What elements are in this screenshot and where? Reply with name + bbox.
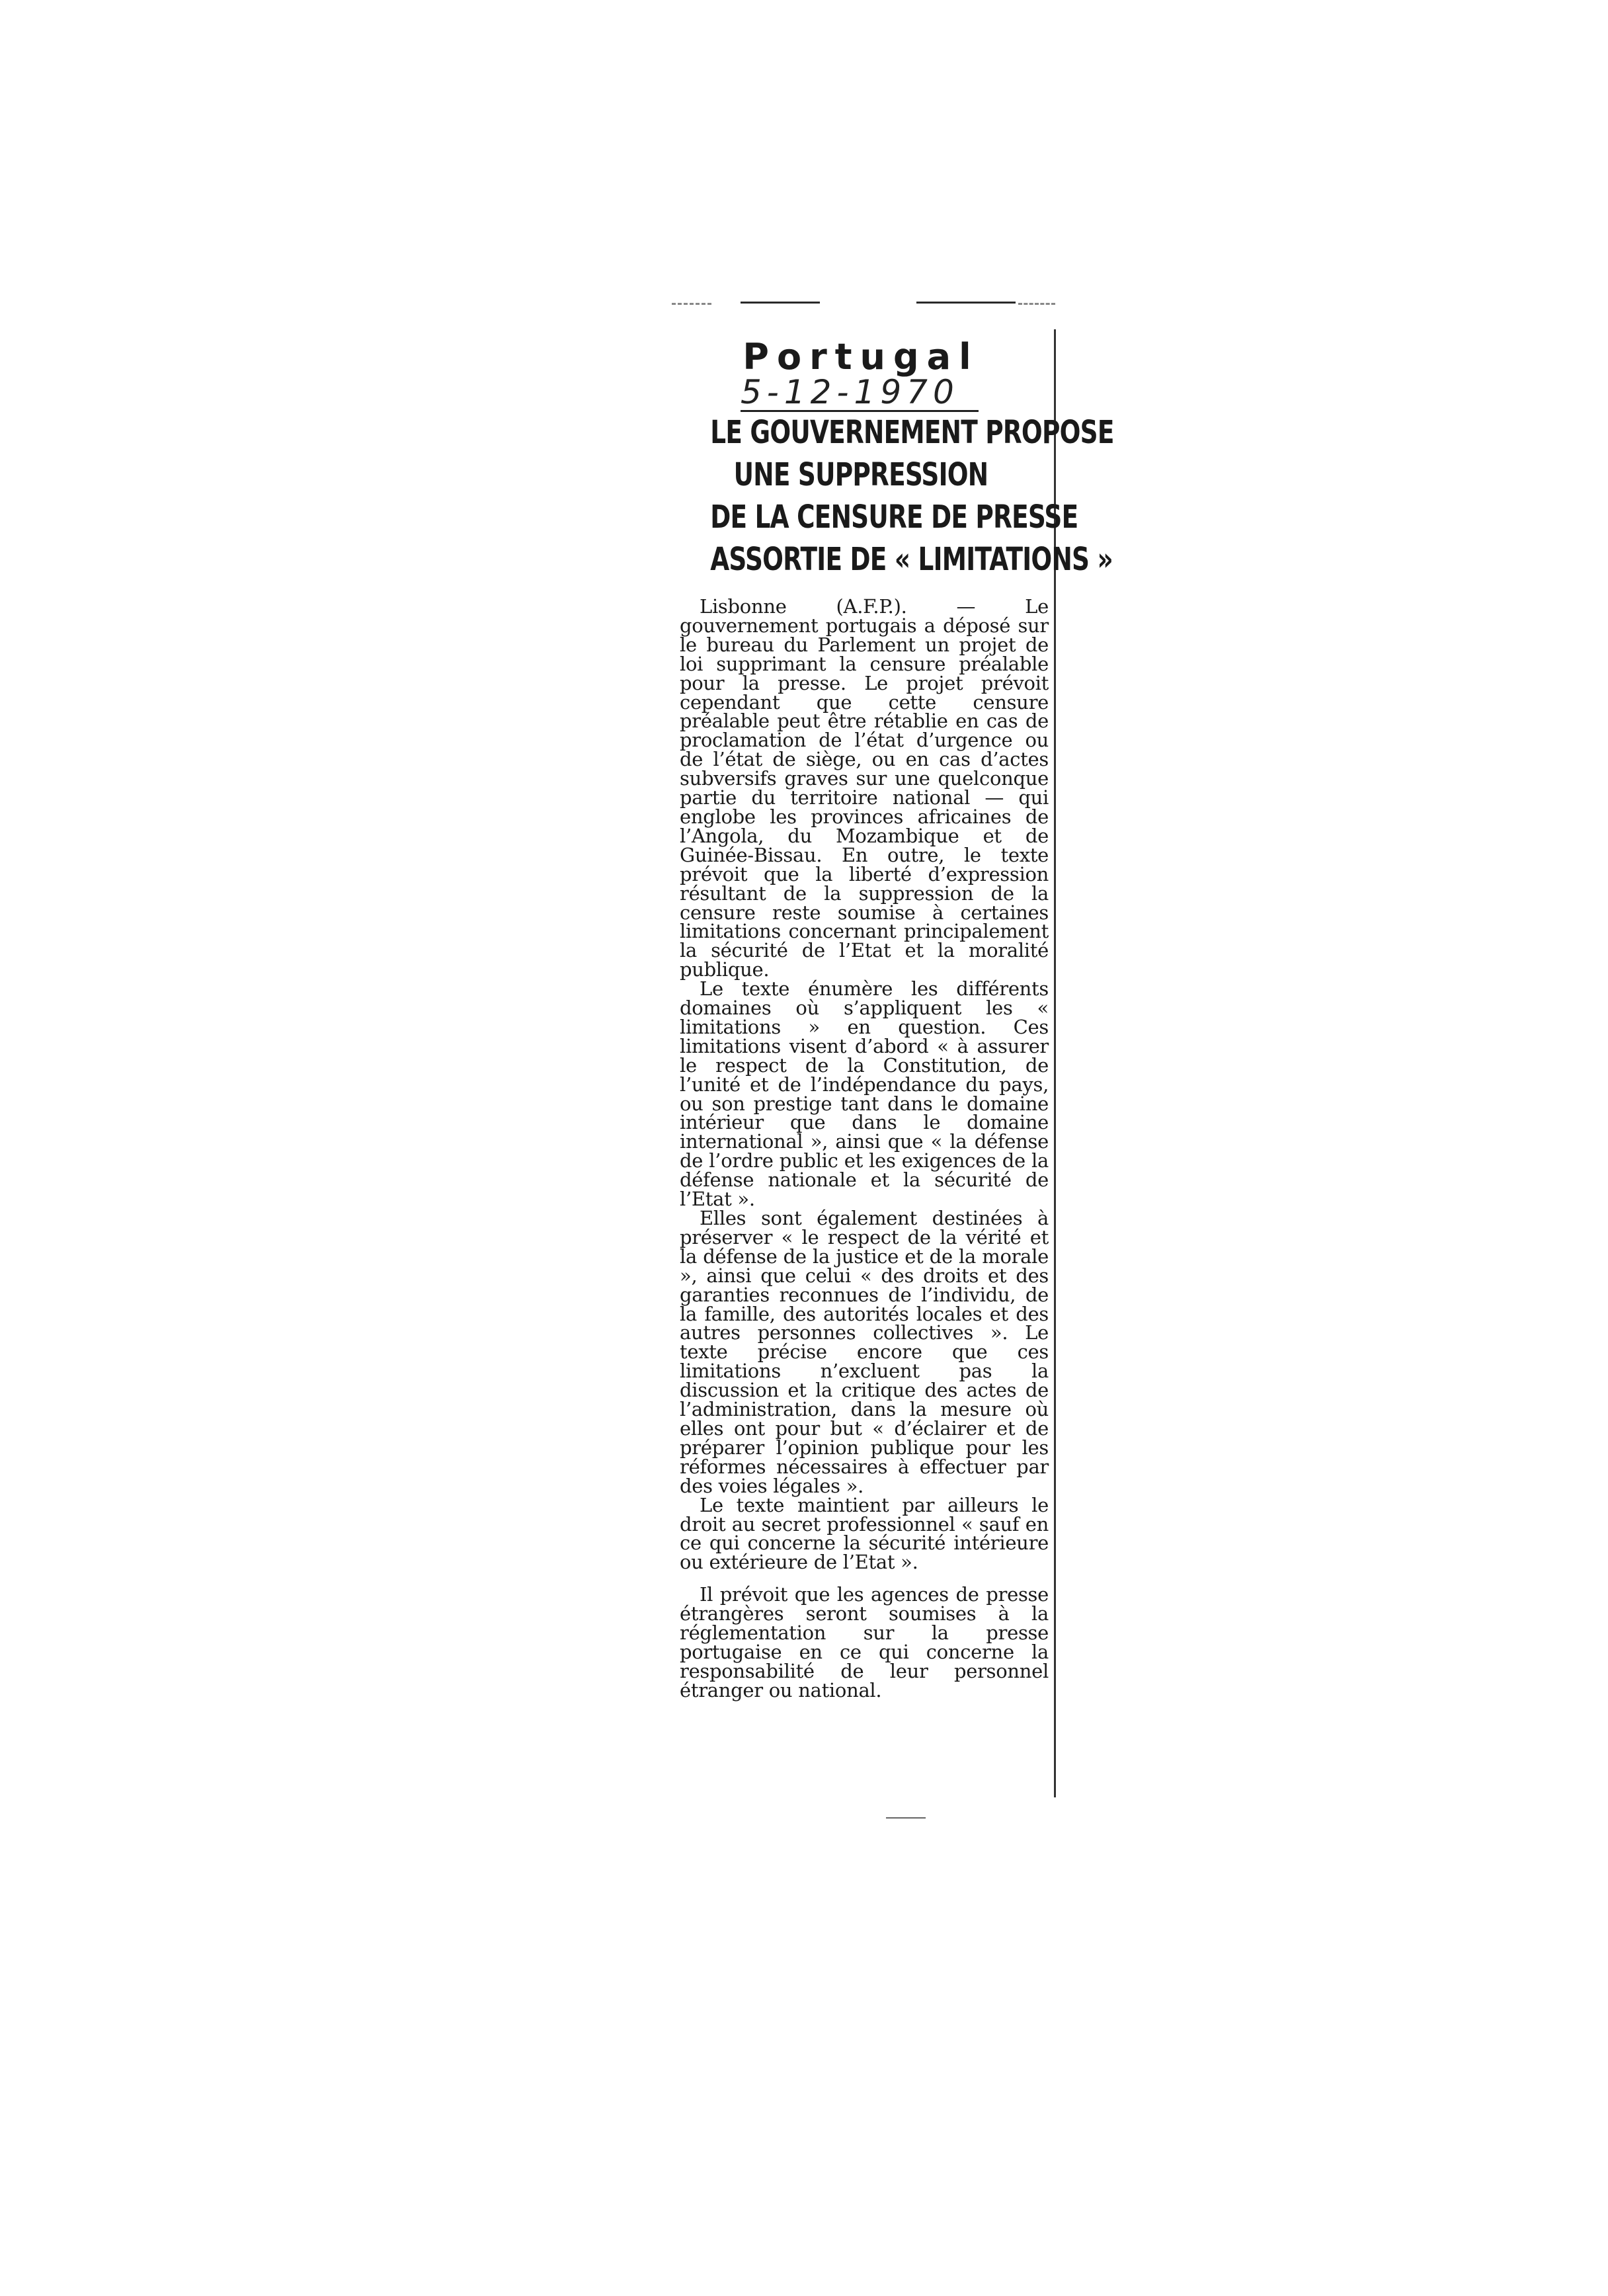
top-rule-left bbox=[741, 302, 820, 304]
paragraph-1: Lisbonne (A.F.P.). — Le gouvernement portugais a déposé sur le bureau du Parlement un projet de loi supprimant la censure préalable pour la presse. Le projet prévoit cependant que cette censure préalable peut être rétablie en cas de proclamation de l’état d’urgence ou de l’état de siège, ou en cas d’actes subversifs graves sur une quelconque partie du territoire national — qui englobe les provinces africaines de l’Angola, du Mozambique et de Guinée-Bissau. En outre, le texte prévoit que la liberté d’expression résultant de la suppression de la censure reste soumise à certaines limitations concernant principalement la sécurité de l’Etat et la moralité publique. bbox=[680, 595, 1049, 981]
kicker-country: Portugal bbox=[743, 336, 979, 378]
headline-line-3: DE LA CENSURE DE PRESSE bbox=[710, 499, 1078, 536]
end-rule bbox=[886, 1817, 926, 1819]
paragraph-5: Il prévoit que les agences de presse étrangères seront soumises à la réglementation sur la presse portugaise en ce qui concerne la responsabilité de leur personnel étranger ou national. bbox=[680, 1583, 1049, 1702]
headline-line-2: UNE SUPPRESSION bbox=[733, 456, 988, 493]
paragraph-3: Elles sont également destinées à préserver « le respect de la vérité et la défense de la justice et de la morale », ainsi que celui « des droits et des garanties reconnues de l’individu, de la famille, des autorités locales et des autres personnes collectives ». Le texte précise encore que ces limitations n’excluent pas la discussion et la critique des actes de l’administration, dans la mesure où elles ont pour but « d’éclairer et de préparer l’opinion publique pour les réformes nécessaires à effectuer par des voies légales ». bbox=[680, 1207, 1049, 1497]
headline-line-1: LE GOUVERNEMENT PROPOSE bbox=[710, 414, 1114, 451]
paragraph-4: Le texte maintient par ailleurs le droit au secret professionnel « sauf en ce qui concerne la sécurité intérieure ou extérieure de l’Etat ». bbox=[680, 1493, 1049, 1574]
headline-line-4: ASSORTIE DE « LIMITATIONS » bbox=[710, 541, 1113, 578]
top-rule-right-dotted bbox=[1018, 303, 1055, 305]
handwritten-date: 5-12-1970 bbox=[741, 374, 979, 412]
paragraph-2: Le texte énumère les différents domaines où s’appliquent les « limitations » en question. Ces limitations visent d’abord « à assurer le respect de la Constitution, de l’unité et de l’indépendance du pays, ou son prestige tant dans le domaine intérieur que dans le domaine international », ainsi que « la défense de l’ordre public et les exigences de la défense nationale et la sécurité de l’Etat ». bbox=[680, 977, 1049, 1211]
article-body bbox=[680, 597, 1049, 1700]
top-rule-right bbox=[916, 302, 1016, 304]
newspaper-clipping bbox=[668, 296, 1114, 1797]
top-rule-left-dotted bbox=[672, 303, 711, 305]
headline bbox=[710, 411, 1114, 581]
